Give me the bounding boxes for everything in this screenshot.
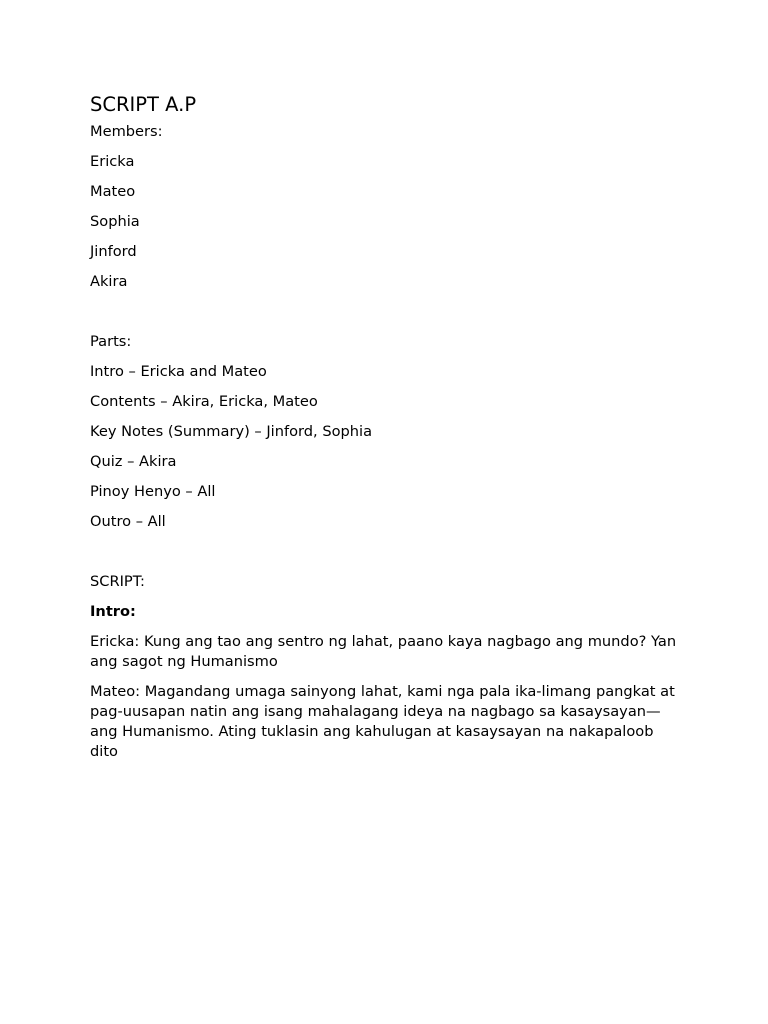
document-page	[90, 92, 690, 772]
document-title: SCRIPT A.P	[90, 93, 197, 116]
member-item: Akira	[90, 273, 128, 290]
member-item: Mateo	[90, 183, 136, 200]
part-item: Quiz – Akira	[90, 453, 177, 470]
member-item: Ericka	[90, 153, 135, 170]
intro-heading: Intro:	[90, 603, 136, 620]
member-item: Sophia	[90, 213, 140, 230]
script-paragraph: Ericka: Kung ang tao ang sentro ng lahat, paano kaya nagbago ang mundo? Yan ang sagot ng Humanismo	[90, 633, 677, 670]
blank-line	[90, 302, 690, 332]
script-paragraph: Mateo: Magandang umaga sainyong lahat, kami nga pala ika-limang pangkat at pag-uusapan natin ang isang mahalagang ideya na nagbago sa kasaysayan—ang Humanismo. Ating tuklasin ang kahulugan at kasaysayan na nakapaloob dito	[90, 683, 675, 760]
blank-line	[90, 542, 690, 572]
part-item: Outro – All	[90, 513, 166, 530]
part-item: Contents – Akira, Ericka, Mateo	[90, 393, 318, 410]
part-item: Intro – Ericka and Mateo	[90, 363, 267, 380]
parts-heading: Parts:	[90, 333, 132, 350]
script-heading: SCRIPT:	[90, 573, 145, 590]
part-item: Pinoy Henyo – All	[90, 483, 216, 500]
part-item: Key Notes (Summary) – Jinford, Sophia	[90, 423, 373, 440]
members-heading: Members:	[90, 123, 163, 140]
member-item: Jinford	[90, 243, 137, 260]
members-list	[90, 152, 690, 292]
parts-list	[90, 362, 690, 532]
